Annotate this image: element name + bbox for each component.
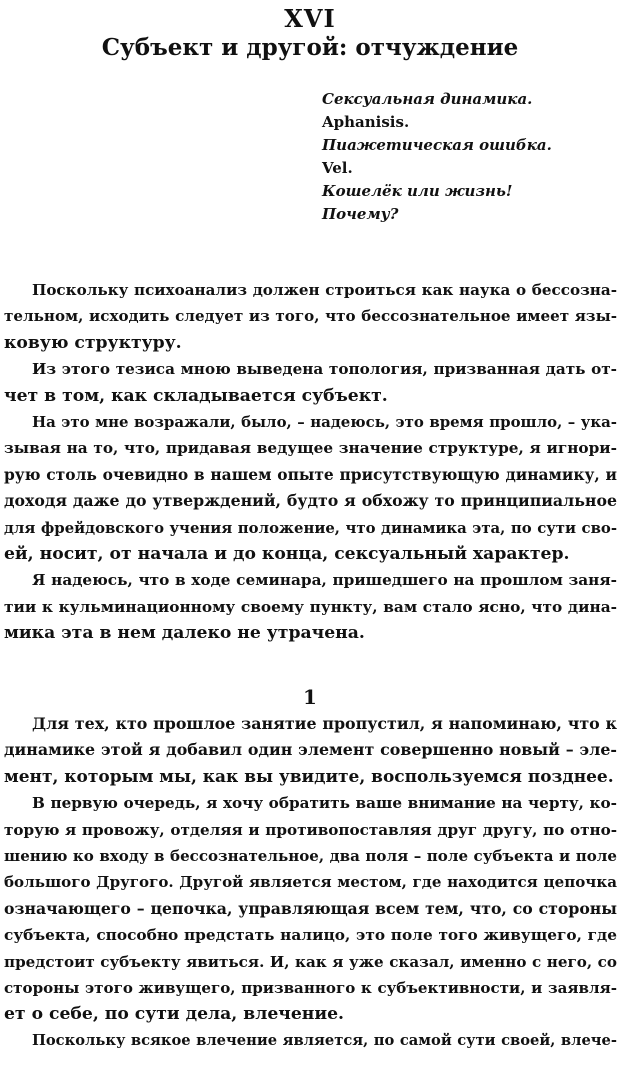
text-line: ковую структуру. (4, 332, 182, 353)
text-line: для фрейдовского учения положение, что динамика эта, по сути сво- (4, 518, 617, 537)
chapter-title: Субъект и другой: отчуждение (101, 34, 519, 61)
body-text-block-2 (4, 711, 617, 1054)
section-number: 1 (303, 685, 317, 709)
text-line: ет о себе, по сути дела, влечение. (4, 1004, 345, 1025)
epigraph-line: Сексуальная динамика. (322, 90, 533, 108)
text-line: доходя даже до утверждений, будто я обхожу то принципиальное (4, 491, 617, 511)
text-line: ей, носит, от начала и до конца, сексуальный характер. (4, 543, 570, 564)
text-line: субъекта, способно предстать налицо, это поле того живущего, где (4, 926, 617, 945)
text-line: мика эта в нем далеко не утрачена. (4, 623, 365, 644)
text-line: зывая на то, что, придавая ведущее значение структуре, я игнори- (4, 439, 617, 458)
text-line: В первую очередь, я хочу обратить ваше внимание на черту, ко- (32, 794, 617, 813)
text-line: рую столь очевидно в нашем опыте присутствующую динамику, и (4, 464, 617, 484)
text-line: означающего – цепочка, управляющая всем тем, что, со стороны (4, 898, 617, 918)
chapter-number: XVI (284, 4, 336, 33)
text-line: тельном, исходить следует из того, что бессознательное имеет язы- (4, 307, 617, 326)
text-line: На это мне возражали, было, – надеюсь, это время прошло, – ука- (32, 412, 617, 431)
text-line: Из этого тезиса мною выведена топология, призванная дать от- (32, 360, 617, 379)
epigraph (322, 88, 612, 226)
text-line: Я надеюсь, что в ходе семинара, пришедшего на прошлом заня- (32, 571, 617, 590)
text-line: чет в том, как складывается субъект. (4, 385, 388, 406)
body-text-block-1 (4, 277, 617, 646)
text-line: Для тех, кто прошлое занятие пропустил, я напоминаю, что к (32, 714, 617, 733)
epigraph-line: Кошелёк или жизнь! (322, 182, 513, 200)
epigraph-line: Пиажетическая ошибка. (322, 136, 552, 154)
text-line: динамике этой я добавил один элемент совершенно новый – эле- (4, 740, 617, 760)
text-line: предстоит субъекту явиться. И, как я уже сказал, именно с него, со (4, 952, 617, 971)
text-line: стороны этого живущего, призванного к субъективности, и заявля- (4, 978, 617, 997)
text-line: шению ко входу в бессознательное, два поля – поле субъекта и поле (4, 846, 617, 865)
text-line: мент, которым мы, как вы увидите, воспользуемся позднее. (4, 766, 614, 787)
epigraph-line: Vel. (322, 159, 353, 177)
epigraph-line: Aphanisis. (322, 113, 410, 131)
text-line: большого Другого. Другой является местом, где находится цепочка (4, 873, 617, 892)
text-line: Поскольку психоанализ должен строиться как наука о бессозна- (32, 281, 617, 299)
epigraph-line: Почему? (322, 205, 399, 223)
text-line: тии к кульминационному своему пункту, вам стало ясно, что дина- (4, 597, 617, 616)
text-line: Поскольку всякое влечение является, по самой сути своей, влече- (32, 1031, 617, 1049)
text-line: торую я провожу, отделяя и противопоставляя друг другу, по отно- (4, 820, 617, 839)
